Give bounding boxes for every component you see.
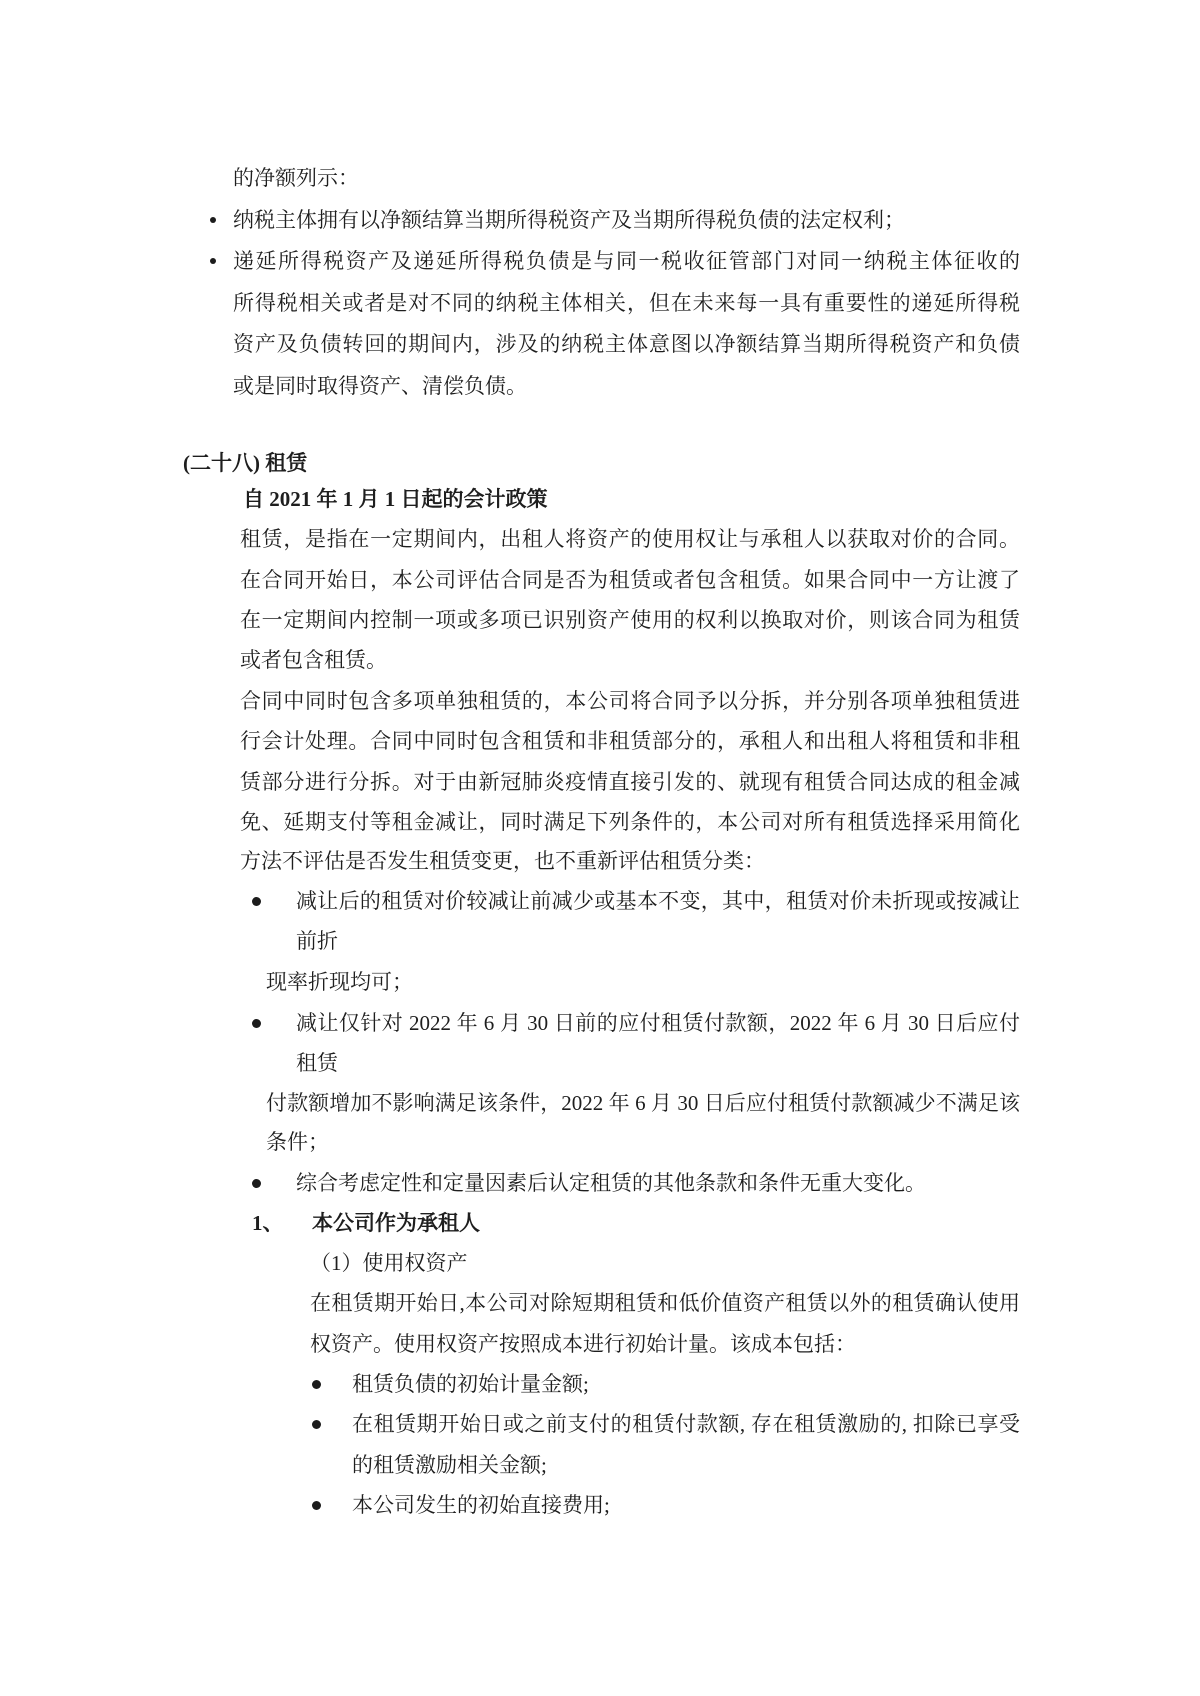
list-item-line: 租赁负债的初始计量金额; xyxy=(352,1372,589,1396)
bullet-icon xyxy=(252,897,261,906)
list-item-line: 减让后的租赁对价较减让前减少或基本不变，其中，租赁对价未折现或按减让 xyxy=(296,890,1020,913)
bullet-icon xyxy=(210,217,216,223)
list-item-line: 递延所得税资产及递延所得税负债是与同一税收征管部门对同一纳税主体征收的 xyxy=(233,250,1020,273)
paragraph-line: 免、延期支付等租金减让，同时满足下列条件的，本公司对所有租赁选择采用简化 xyxy=(240,811,1020,834)
section-heading: (二十八) 租赁 xyxy=(183,451,308,475)
paragraph-line: 租赁，是指在一定期间内，出租人将资产的使用权让与承租人以获取对价的合同。 xyxy=(240,528,1020,551)
list-item-line: 租赁 xyxy=(296,1051,338,1075)
list-item-line: 本公司发生的初始直接费用; xyxy=(352,1493,610,1517)
bullet-icon xyxy=(312,1501,321,1510)
paragraph-line: 权资产。使用权资产按照成本进行初始计量。该成本包括： xyxy=(310,1332,856,1356)
list-item-line: 付款额增加不影响满足该条件，2022 年 6 月 30 日后应付租赁付款额减少不满足该 xyxy=(266,1092,1020,1115)
bullet-icon xyxy=(252,1019,261,1028)
paragraph-line: 在一定期间内控制一项或多项已识别资产使用的权利以换取对价，则该合同为租赁 xyxy=(240,609,1020,632)
paragraph-line: 行会计处理。合同中同时包含租赁和非租赁部分的，承租人和出租人将租赁和非租 xyxy=(240,730,1020,753)
list-item-line: 前折 xyxy=(296,929,338,953)
paragraph-line: 合同中同时包含多项单独租赁的，本公司将合同予以分拆，并分别各项单独租赁进 xyxy=(240,690,1020,713)
paragraph-line: 方法不评估是否发生租赁变更，也不重新评估租赁分类： xyxy=(240,849,765,873)
list-item-line: 资产及负债转回的期间内，涉及的纳税主体意图以净额结算当期所得税资产和负债 xyxy=(233,333,1020,356)
bullet-icon xyxy=(312,1380,321,1389)
paragraph-line: 在租赁期开始日,本公司对除短期租赁和低价值资产租赁以外的租赁确认使用 xyxy=(310,1292,1020,1315)
bullet-icon xyxy=(210,258,216,264)
list-item-line: 所得税相关或者是对不同的纳税主体相关，但在未来每一具有重要性的递延所得税 xyxy=(233,292,1020,315)
list-item-line: 的租赁激励相关金额; xyxy=(352,1453,547,1477)
numbered-heading-number: 1、 xyxy=(252,1211,284,1235)
list-item-line: 在租赁期开始日或之前支付的租赁付款额, 存在租赁激励的, 扣除已享受 xyxy=(352,1413,1020,1436)
list-item-line: 现率折现均可； xyxy=(266,970,413,994)
list-item-line: 综合考虑定性和定量因素后认定租赁的其他条款和条件无重大变化。 xyxy=(296,1171,926,1195)
list-item-line: 纳税主体拥有以净额结算当期所得税资产及当期所得税负债的法定权利； xyxy=(233,208,905,232)
paragraph-line: 在合同开始日，本公司评估合同是否为租赁或者包含租赁。如果合同中一方让渡了 xyxy=(240,569,1020,592)
sub-part-heading: （1）使用权资产 xyxy=(310,1251,468,1275)
bullet-icon xyxy=(252,1179,261,1188)
list-item-line: 减让仅针对 2022 年 6 月 30 日前的应付租赁付款额，2022 年 6 月 30 日后应付 xyxy=(296,1012,1020,1035)
numbered-heading-title: 本公司作为承租人 xyxy=(312,1211,480,1235)
bullet-icon xyxy=(312,1420,321,1429)
list-item-line: 条件； xyxy=(266,1130,329,1154)
paragraph-line: 赁部分进行分拆。对于由新冠肺炎疫情直接引发的、就现有租赁合同达成的租金减 xyxy=(240,771,1020,794)
list-item-line: 或是同时取得资产、清偿负债。 xyxy=(233,374,527,398)
paragraph-line: 或者包含租赁。 xyxy=(240,648,387,672)
intro-lead-line: 的净额列示： xyxy=(233,166,359,190)
policy-heading: 自 2021 年 1 月 1 日起的会计政策 xyxy=(243,487,548,511)
